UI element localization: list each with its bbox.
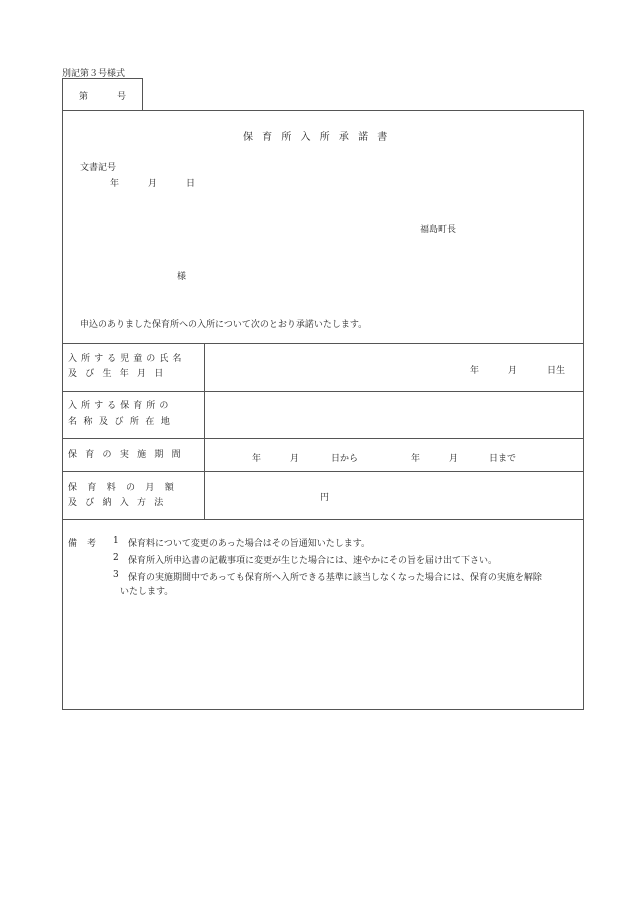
- issuer: 福島町長: [420, 225, 457, 235]
- to-day: 日まで: [489, 454, 517, 464]
- row-divider: [62, 519, 584, 520]
- form-id: 別記第３号様式: [62, 69, 126, 79]
- row-divider: [62, 438, 584, 439]
- to-year: 年: [411, 454, 421, 464]
- birth-year: 年: [470, 366, 480, 376]
- row-label-birthdate: 及 び 生 年 月 日: [68, 369, 167, 379]
- doc-ref: 文書記号: [80, 163, 117, 173]
- date-day: 日: [186, 179, 196, 189]
- date-month: 月: [148, 179, 158, 189]
- row-label-payment: 及 び 納 入 方 法: [68, 498, 167, 508]
- row-label-fee: 保育料の月額: [68, 483, 185, 493]
- remark-text: 保育所入所申込書の記載事項に変更が生じた場合には、速やかにその旨を届け出て下さい。: [128, 556, 498, 566]
- birth-month: 月: [508, 366, 518, 376]
- fee-yen: 円: [320, 493, 330, 503]
- to-month: 月: [449, 454, 459, 464]
- form-title: 保 育 所 入 所 承 諾 書: [243, 132, 391, 143]
- from-year: 年: [252, 454, 262, 464]
- number-box: [62, 78, 143, 111]
- row-label-child-name: 入所する児童の氏名: [68, 354, 186, 364]
- row-label-nursery: 入所する保育所の: [68, 401, 173, 411]
- remark-no: 3: [113, 570, 119, 580]
- row-label-period: 保育の実施期間: [68, 450, 189, 460]
- column-divider: [204, 343, 205, 519]
- intro-text: 申込のありました保育所への入所について次のとおり承諾いたします。: [80, 320, 368, 330]
- row-divider: [62, 343, 584, 344]
- number-go: 号: [117, 92, 127, 102]
- remark-no: 2: [113, 553, 119, 563]
- remark-text: 保育の実施期間中であっても保育所へ入所できる基準に該当しなくなった場合には、保育の実施を解除: [128, 573, 542, 583]
- remarks-heading: 備 考: [68, 539, 100, 549]
- row-divider: [62, 471, 584, 472]
- row-label-address: 名称及び所在地: [68, 417, 177, 427]
- remark-text-continued: いたします。: [120, 587, 174, 597]
- birth-day: 日生: [547, 366, 566, 376]
- date-year: 年: [110, 179, 120, 189]
- remark-text: 保育料について変更のあった場合はその旨通知いたします。: [128, 539, 371, 549]
- remark-no: 1: [113, 536, 119, 546]
- from-month: 月: [290, 454, 300, 464]
- row-divider: [62, 391, 584, 392]
- number-dai: 第: [79, 92, 89, 102]
- from-day: 日から: [331, 454, 359, 464]
- addressee-suffix: 様: [177, 272, 187, 282]
